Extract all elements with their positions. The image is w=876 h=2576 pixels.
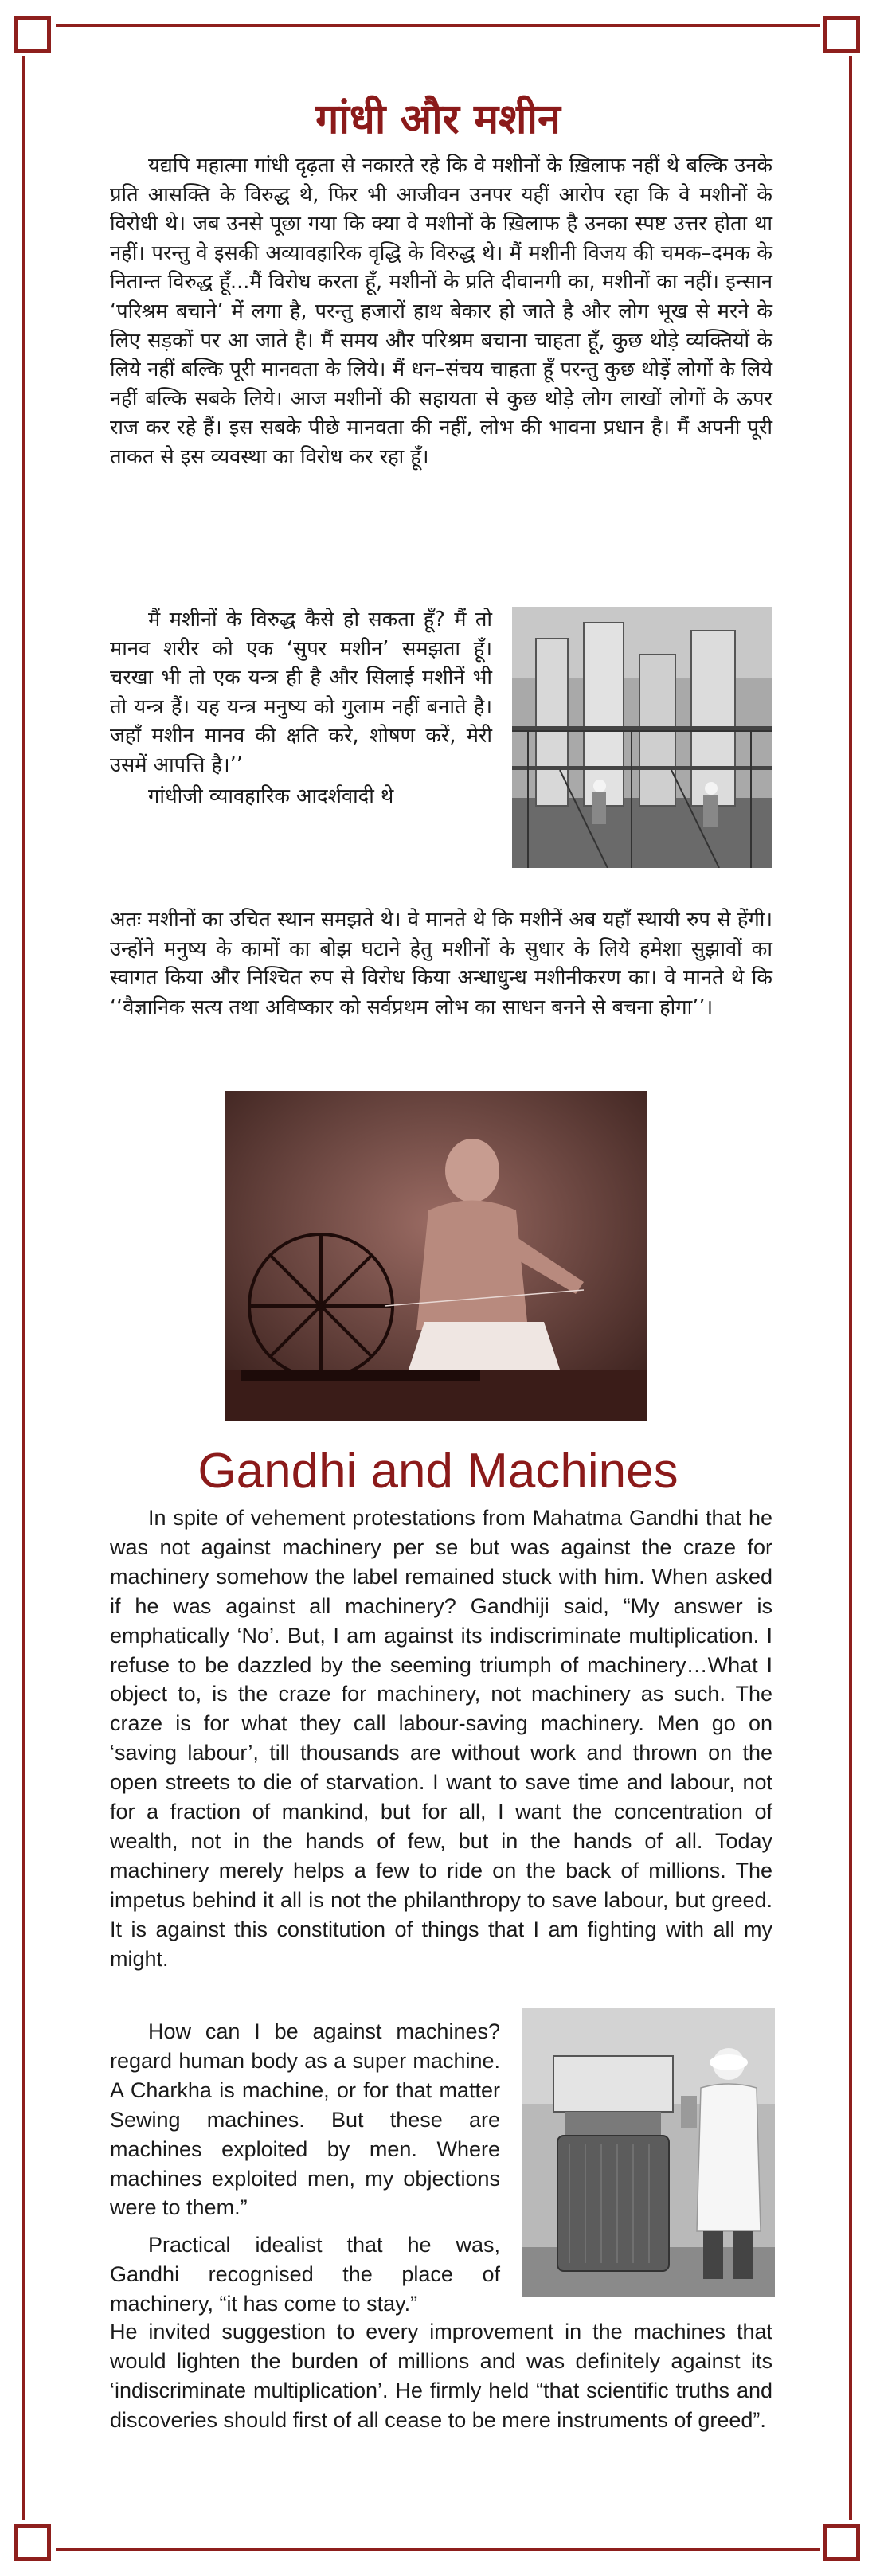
english-paragraph-3-rest: He invited suggestion to every improvement in the machines that would lighten the burden of millions and was definitely against its ‘indiscriminate multiplication’. He firmly held “that scientific truths and discoveries should first of all cease to be mere instruments of greed”. — [110, 2320, 772, 2432]
frame-corner-top-left — [14, 16, 51, 53]
hindi-paragraph-1: यद्यपि महात्मा गांधी दृढ़ता से नकारते रहे कि वे मशीनों के ख़िलाफ नहीं थे बल्कि उनके प्रति आसक्ति के विरुद्ध थे, फिर भी आजीवन उनपर यहीं आरोप रहा कि वे मशीनों के विरोधी थे। जब उनसे पूछा गया कि क्या वे मशीनों के ख़िलाफ है उनका स्पष्ट उत्तर होता था नहीं। परन्तु वे इसकी अव्यावहारिक वृद्धि के विरुद्ध थे। मैं मशीनी विजय की चमक–दमक के नितान्त विरुद्ध हूँ...मैं विरोध करता हूँ, मशीनों के प्रति दीवानगी का, मशीनों का नहीं। इन्सान ‘परिश्रम बचाने’ में लगा है, परन्तु हजारों हाथ बेकार हो जाते है और लोग भूख से मरने के लिए सड़कों पर आ जाते है। मैं समय और परिश्रम बचाना चाहता हूँ, कुछ थोड़े व्यक्तियों के लिये नहीं बल्कि पूरी मानवता के लिये। मैं धन–संचय चाहता हूँ परन्तु कुछ थोड़ें लोगों के लिये नहीं बल्कि सबके लिये। आज मशीनों की सहायता से कुछ थोड़े लोग लाखों लोगों के ऊपर राज कर रहे हैं। इस सबके पीछे मानवता की नहीं, लोभ की भावना प्रधान है। मैं अपनी पूरी ताकत से इस व्यवस्था का विरोध कर रहा हूँ। — [110, 154, 772, 469]
english-paragraph-2: How can I be against machines? regard human body as a super machine. A Charkha is machine, or for that matter Sewing machines. But these are machines exploited by men. Where machines exploited men, my objections were to them.” — [110, 2019, 500, 2220]
factory-machinery-photo — [512, 607, 772, 868]
industrial-mixer-photo — [522, 2008, 775, 2297]
frame-corner-top-right — [823, 16, 860, 53]
frame-corner-bottom-right — [823, 2524, 860, 2561]
gandhi-charkha-photo — [225, 1091, 647, 1421]
frame-bottom-border — [56, 2548, 820, 2551]
hindi-paragraph-3-start: गांधीजी व्यावहारिक आदर्शवादी थे — [148, 784, 394, 808]
frame-right-border — [849, 56, 852, 2520]
english-title: Gandhi and Machines — [197, 1444, 679, 1499]
frame-top-border — [56, 24, 820, 27]
hindi-paragraph-3-rest: अतः मशीनों का उचित स्थान समझते थे। वे मानते थे कि मशीनें अब यहाँ स्थायी रुप से हेंगी। उन्होंने मनुष्य के कामों का बोझ घटाने हेतु मशीनों के सुधार के लिये हमेशा सुझावों का स्वागत किया और निश्चित रुप से विरोध किया अन्धाधुन्ध मशीनीकरण का। वे मानते थे कि ‘‘वैज्ञानिक सत्य तथा अविष्कार को सर्वप्रथम लोभ का साधन बनने से बचना होगा’’। — [110, 908, 772, 1019]
frame-left-border — [22, 56, 25, 2520]
english-paragraph-1: In spite of vehement protestations from Mahatma Gandhi that he was not against machinery per se but was against the craze for machinery somehow the label remained stuck with him. When asked if he was against all machinery? Gandhiji said, “My answer is emphatically ‘No’. But, I am against its indiscriminate multiplication. I refuse to be dazzled by the seeming triumph of machinery…What I object to, is the craze for machinery, not machinery as such. The craze is for what they call labour-saving machinery. Men go on ‘saving labour’, till thousands are without work and thrown on the open streets to die of starvation. I want to save time and labour, not for a fraction of mankind, but for all, I want the concentration of wealth, not in the hands of few, but in the hands of all. Today machinery merely helps a few to ride on the back of millions. The impetus behind it all is not the philanthropy to save labour, but greed. It is against this constitution of things that I am fighting with all my might. — [110, 1506, 772, 1971]
hindi-title: गांधी और मशीन — [315, 96, 561, 143]
frame-corner-bottom-left — [14, 2524, 51, 2561]
english-paragraph-3-start: Practical idealist that he was, Gandhi recognised the place of machinery, “it has come to stay.” — [110, 2233, 500, 2316]
hindi-paragraph-2: मैं मशीनों के विरुद्ध कैसे हो सकता हूँ? मैं तो मानव शरीर को एक ‘सुपर मशीन’ समझता हूँ। चरखा भी तो एक यन्त्र ही है और सिलाई मशीनें भी तो यन्त्र हैं। यह यन्त्र मनुष्य को गुलाम नहीं बनाते है। जहाँ मशीन मानव की क्षति करे, शोषण करें, मेरी उसमें आपत्ति है।’’ — [110, 608, 492, 777]
